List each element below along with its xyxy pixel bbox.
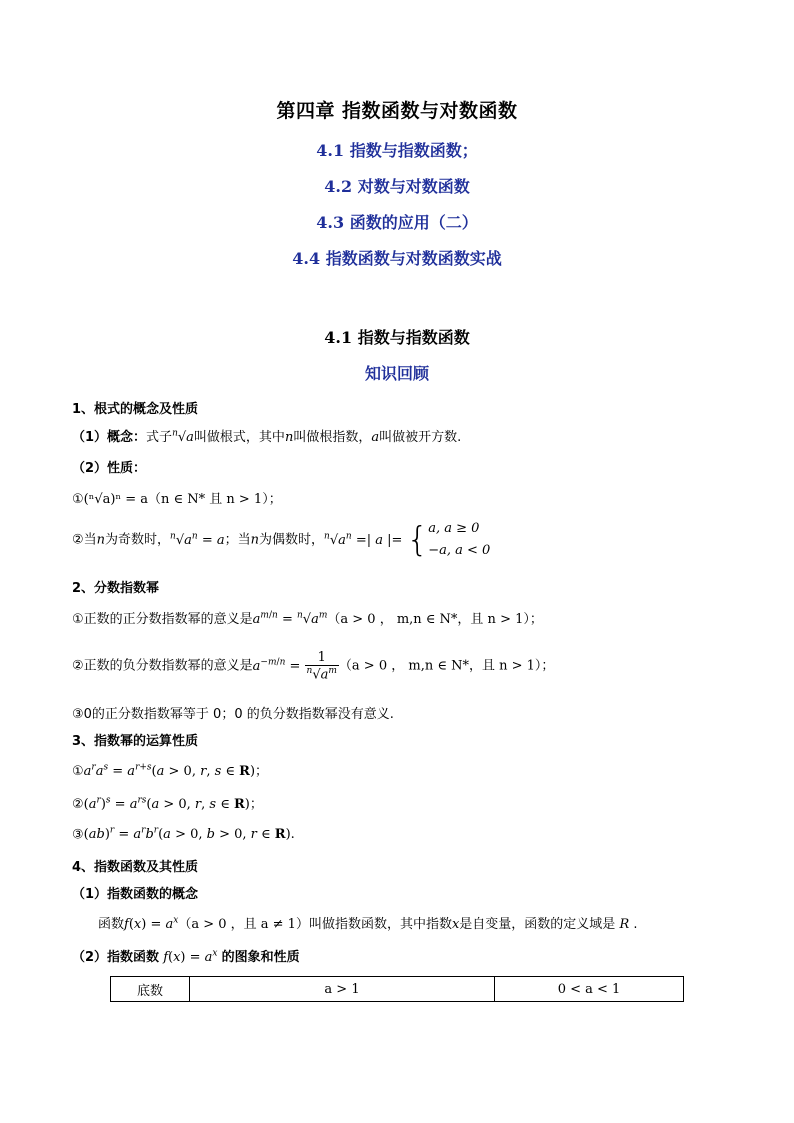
heading-operation-rules: 3、指数幂的运算性质 — [72, 734, 199, 749]
p2-text-a: ②当 — [72, 532, 97, 548]
radical-expression: $^n$√a — [172, 428, 194, 445]
chapter-title: 第四章 指数函数与对数函数 — [276, 100, 518, 122]
f2-fraction: $\frac{1}{^n√a^m}$ — [306, 650, 337, 683]
rule-1 — [72, 760, 268, 779]
p1-prefix: ① — [72, 492, 84, 507]
toc-item-3: 4.3 函数的应用（二） — [316, 213, 478, 232]
concept-text: 式子 — [146, 430, 173, 445]
toc-item-2: 4.2 对数与对数函数 — [324, 177, 470, 196]
domain-r: R — [615, 917, 634, 932]
p2-text-c: ；当 — [224, 532, 251, 548]
r2-expression: $(a^r)^s = a^{rs}(a > 0$, r, s ∈ R)； — [83, 795, 263, 812]
f2-text: ②正数的负分数指数幂的意义是 — [72, 658, 253, 674]
concept-text4: 叫做被开方数. — [379, 430, 462, 445]
concept-text2: 叫做根式，其中 — [193, 430, 285, 445]
property-1 — [72, 488, 282, 507]
var-a: a — [371, 430, 380, 445]
table-header-a-gt-1: a > 1 — [190, 977, 495, 1002]
even-root-expression: $^n√a^n$ =| a |= — [324, 531, 407, 548]
f1-text: ①正数的正分数指数幂的意义是 — [72, 612, 253, 627]
table-header-a-lt-1: 0 < a < 1 — [495, 977, 684, 1002]
def-text-c: 是自变量，函数的定义域是 — [459, 917, 616, 932]
r1-prefix: ① — [72, 764, 84, 779]
nature-label: （2）性质： — [72, 461, 147, 476]
rule-3 — [72, 826, 295, 842]
r3-prefix: ③ — [72, 827, 84, 843]
p1-expression: (ⁿ√a)ⁿ = a（n ∈ N* 且 n > 1）； — [83, 492, 282, 507]
piecewise-cases — [428, 518, 490, 562]
f2-condition: （a > 0 ， m,n ∈ N*，且 n > 1）； — [338, 658, 555, 674]
toc-item-1: 4.1 指数与指数函数； — [316, 141, 478, 160]
var-n: n — [96, 532, 106, 548]
definition-label: （1）指数函数的概念 — [72, 887, 199, 902]
r3-expression: $(ab)^r = a^rb^r(a > 0$, b > 0, r ∈ R). — [83, 826, 295, 843]
graph-label — [72, 946, 300, 965]
var-n: n — [284, 430, 294, 445]
table-header-base: 底数 — [111, 977, 190, 1002]
def-text-b: （a > 0 ，且 a ≠ 1）叫做指数函数，其中指数 — [178, 917, 452, 932]
case-1: a, a ≥ 0 — [428, 521, 480, 536]
graph-function-expression: $f(x) = a^x$ — [163, 948, 218, 965]
p2-text-d: 为偶数时， — [259, 532, 325, 548]
definition-line — [98, 913, 638, 932]
f2-expression: $a^{-m/n}$ = — [252, 657, 305, 674]
def-text-a: 函数 — [98, 917, 125, 932]
function-expression: $f(x) = a^x$ — [124, 915, 179, 932]
p2-text-b: 为奇数时， — [105, 532, 171, 548]
r2-prefix: ② — [72, 797, 84, 812]
case-2: −a, a < 0 — [428, 543, 491, 558]
concept-text3: 叫做根指数， — [293, 430, 372, 445]
toc-item-4: 4.4 指数函数与对数函数实战 — [292, 249, 502, 268]
heading-fractional-exponent: 2、分数指数幂 — [72, 581, 160, 596]
odd-root-expression: $^n√a^n = a$ — [170, 531, 225, 548]
section-title: 4.1 指数与指数函数 — [324, 328, 470, 347]
table-header-row — [111, 977, 684, 1002]
property-2 — [72, 518, 490, 562]
properties-table — [110, 976, 684, 1002]
brace-icon: { — [406, 520, 429, 560]
concept-label: （1）概念： — [72, 430, 147, 445]
section-subtitle: 知识回顾 — [364, 364, 429, 383]
r1-expression: $a^ra^s = a^{r+s}(a > 0$, r, s ∈ R)； — [83, 762, 269, 779]
heading-radical: 1、根式的概念及性质 — [72, 402, 199, 417]
fraction-power-1 — [72, 608, 543, 627]
graph-label-a: （2）指数函数 — [72, 950, 160, 965]
var-x: x — [451, 917, 460, 932]
fraction-power-2 — [72, 650, 554, 682]
graph-label-b: 的图象和性质 — [221, 950, 300, 965]
heading-exponential-function: 4、指数函数及其性质 — [72, 860, 199, 875]
f1-expression: $a^{m/n} = ^n√a^m$ — [252, 610, 328, 627]
rule-2 — [72, 793, 263, 812]
f1-condition: （a > 0 ， m,n ∈ N*，且 n > 1）； — [327, 612, 543, 627]
radical-concept-line — [72, 426, 461, 445]
def-text-d: . — [633, 917, 638, 932]
fraction-power-3: ③0的正分数指数幂等于 0；0 的负分数指数幂没有意义. — [72, 707, 394, 722]
var-n: n — [250, 532, 260, 548]
